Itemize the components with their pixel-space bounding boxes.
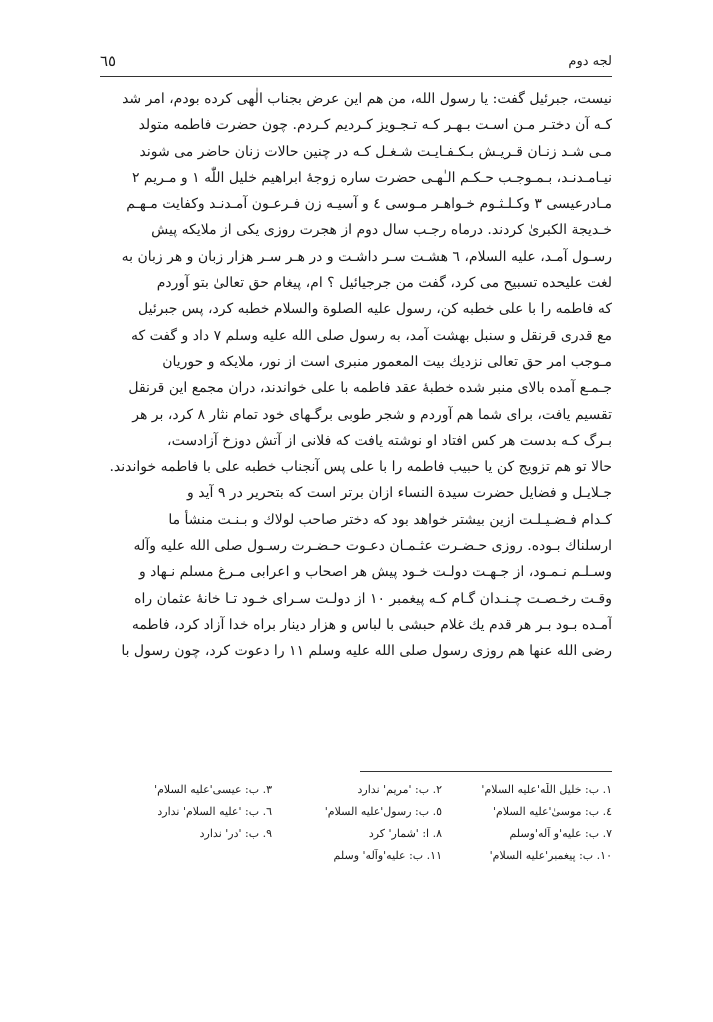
footnote-row <box>100 844 612 866</box>
text-line: رضی الله عنها هم روزی رسول صلی الله علیه وسلم ۱۱ را دعوت کرد، چون رسول با <box>121 643 612 660</box>
text-line: بـرگ کـه بدست هر کس افتاد او نوشته یافت که فلانی از آتش دوزخ آزادست، <box>167 432 612 449</box>
text-line: مع قدری قرنقل و سنبل بهشت آمد، به رسول صلی الله علیه وسلم ۷ داد و گفت که <box>130 327 612 344</box>
footnote-row <box>100 800 612 822</box>
text-line: تقسیم یافت، برای شما هم آوردم و شجر طوبی برگـهای خود تمام نثار ۸ کرد، بر هر <box>132 406 612 423</box>
text-line: حالا تو هم تزویج کن یا حبیب فاطمه را با علی پس آنجناب خطبه علی با فاطمه خواندند. <box>109 459 612 476</box>
footnote-divider <box>360 771 612 772</box>
footnote-row <box>100 778 612 800</box>
footnotes <box>100 778 612 866</box>
footnote: ٨. ا: 'شمار' کرد <box>368 826 442 840</box>
footnote: ٥. ب: رسول'علیه السلام' <box>324 804 442 818</box>
text-line: مـی شـد زنـان قـریـش بـکـفـایـت شـغـل کـه در چنین حالات زنان حاضر می شوند <box>139 143 612 160</box>
text-line: وسـلـم نـمـود، از جـهـت دولـت خـود پیش هر اصحاب و اعرابی مـرغ مسلم نـهاد و <box>138 564 612 581</box>
footnote: ٢. ب: 'مریم' ندارد <box>357 782 442 796</box>
footnote: ١١. ب: علیه'وآله' وسلم <box>333 848 442 862</box>
text-line: خـدیجة الکبریٰ کردند. درماه رجـب سال دوم از هجرت روزی یکی از ملایکه پیش <box>151 222 612 239</box>
footnote: ٧. ب: علیه'و آله'وسلم <box>509 826 612 840</box>
footnote: ١٠. ب: پیغمبر'علیه السلام' <box>489 848 612 862</box>
footnote: ١. ب: خلیل اللّٰه'علیه السلام' <box>481 782 612 796</box>
running-title: لجه دوم <box>568 54 612 69</box>
body-text <box>100 86 612 665</box>
text-line: وقـت رخـصـت چـنـدان گـام کـه پیغمبر ۱۰ از دولـت سـرای خـود تـا خانهٔ عثمان راه <box>134 590 612 607</box>
text-line: جـمـع آمده بالای منبر شده خطبهٔ عقد فاطمه با علی خواندند، دران مجمع این قرنقل <box>128 380 612 397</box>
page-number: ٦٥ <box>100 52 117 70</box>
footnote: ٣. ب: عیسی'علیه السلام' <box>154 782 272 796</box>
text-line: نیست، جبرئیل گفت: یا رسول الله، من هم این عرض بجناب الٰهی کرده بودم، امر شد <box>122 91 612 107</box>
text-line: نیـامـدنـد، بـمـوجـب حـکـم الـٰهـی حضرت ساره زوجهٔ ابراهیم خلیل اللّٰه ۱ و مـریم ۲ <box>131 169 612 186</box>
page-header <box>100 50 612 77</box>
text-line: کـدام فـضـیـلـت ازین بیشتر خواهد بود که دختر صاحب لولاك و بـنـت منشأ ما <box>168 511 612 528</box>
text-line: جـلایـل و فضایل حضرت سیدة النساء ازان برتر است که بتحریر در ۹ آید و <box>187 485 612 502</box>
text-line: مـوجب امر حق تعالی نزدیك بیت المعمور منبری است از نور، ملایکه و حوریان <box>162 353 612 370</box>
text-line: رسـول آمـد، علیه السلام، ٦ هشـت سـر داشـت و در هـر سـر هزار زبان و هر زبان به <box>121 248 612 265</box>
footnote-row <box>100 822 612 844</box>
footnote: ٦. ب: 'علیه السلام' ندارد <box>157 804 272 818</box>
footnote: ٩. ب: 'در' ندارد <box>199 826 272 840</box>
text-line: کـه آن دختـر مـن اسـت بـهـر کـه تـجـویز کـردیم کـردم. چون حضرت فاطمه متولد <box>138 117 612 134</box>
text-line: لغت علیحده تسبیح می کرد، گفت من جرجیائیل ؟ ام، پیغام حق تعالیٰ بتو آوردم <box>156 275 612 292</box>
text-line: ارسلناك بـوده. روزی حـضـرت عثـمـان دعـوت حـضـرت رسـول صلی الله علیه وآله <box>133 538 612 555</box>
text-line: مـادرعیسی ۳ وکـلـثـوم خـواهـر مـوسی ٤ و آسیـه زن فـرعـون آمـدنـد وکفایت مـهـم <box>126 196 612 213</box>
text-line: که فاطمه را با علی خطبه کن، رسول علیه الصلوة والسلام خطبه کرد، پس جبرئیل <box>138 301 612 318</box>
footnote: ٤. ب: موسیٰ'علیه السلام' <box>493 804 612 818</box>
text-line: آمـده بـود بـر هر قدم یك غلام حبشی با لباس و هزار دینار براه خدا آزاد کرد، فاطمه <box>131 616 612 633</box>
